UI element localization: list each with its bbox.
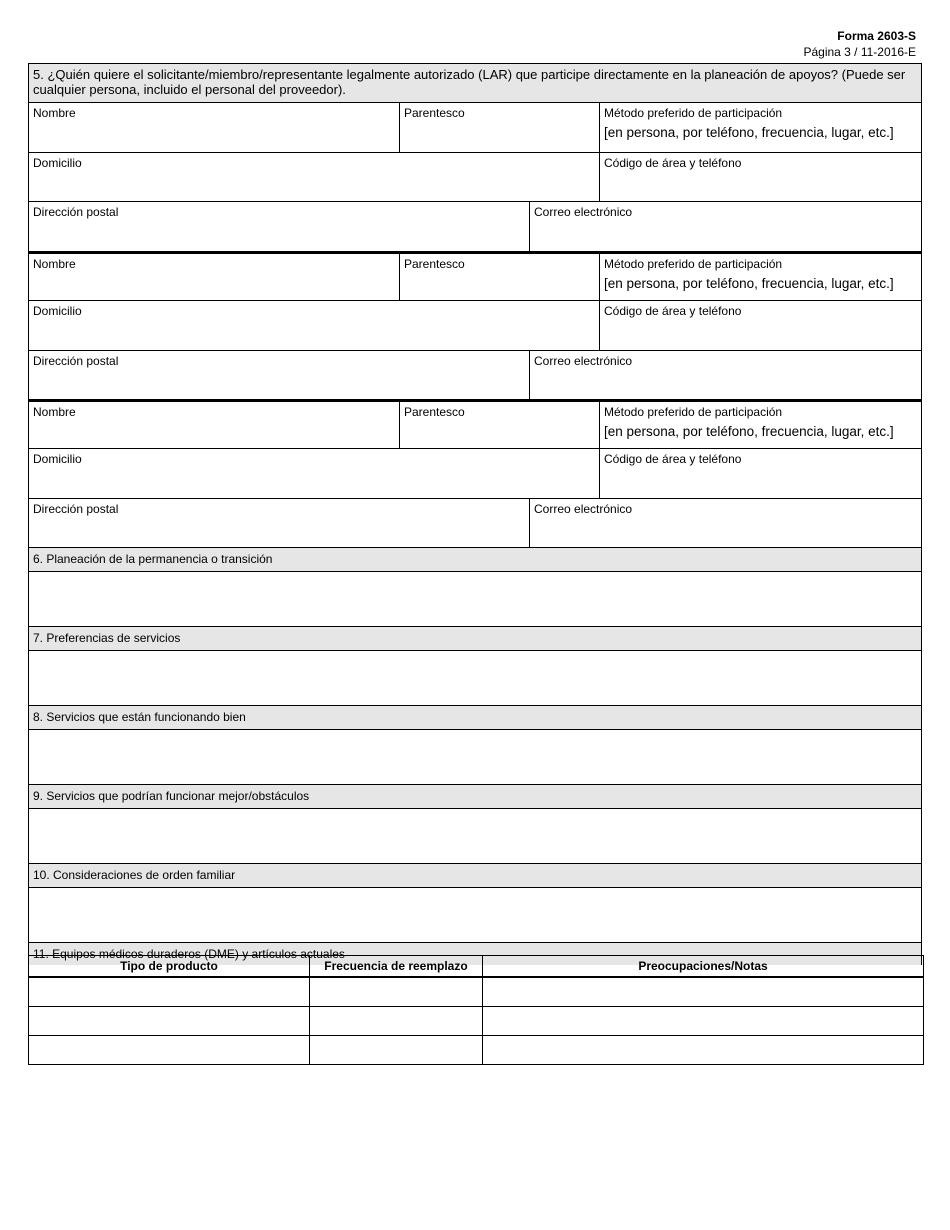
person-2-name-field[interactable] [29,254,399,300]
person-3-email-field[interactable] [529,499,921,547]
person-1-email-field[interactable] [529,202,921,251]
question-5-text: 5. ¿Quién quiere el solicitante/miembro/representante legalmente autorizado (LAR) que participe directamente en la planeación de apoyos? (Puede ser cualquier persona, incluido el personal del proveedor). [29,64,921,102]
concerns-notes-header: Preocupaciones/Notas [483,956,924,978]
replacement-frequency-cell[interactable] [310,977,483,1007]
concerns-notes-cell[interactable] [483,977,924,1007]
section-6-input[interactable] [29,572,921,626]
section-7-header-row [28,627,922,651]
relationship-label: Parentesco [404,405,465,419]
email-label: Correo electrónico [534,502,633,516]
person-3-mailing-row [28,499,922,548]
method-label: Método preferido de participación [604,106,783,120]
method-label: Método preferido de participación [604,257,783,271]
section-10-title: 10. Consideraciones de orden familiar [29,864,921,887]
email-label: Correo electrónico [534,205,633,219]
mailing-label: Dirección postal [33,354,119,368]
person-1-address-field[interactable] [29,153,599,201]
product-type-cell[interactable] [29,1007,310,1036]
concerns-notes-cell[interactable] [483,1036,924,1065]
person-3-address-field[interactable] [29,449,599,498]
name-label: Nombre [33,106,76,120]
method-hint: [en persona, por teléfono, frecuencia, lugar, etc.] [604,424,894,439]
relationship-label: Parentesco [404,257,465,271]
person-2-mailing-field[interactable] [29,351,529,399]
section-6-header-row [28,548,922,572]
person-3-address-row [28,449,922,499]
person-1-phone-field[interactable] [599,153,921,201]
section-6-body-row [28,572,922,627]
product-type-header: Tipo de producto [29,956,310,978]
form-header [803,28,916,60]
person-1-mailing-field[interactable] [29,202,529,251]
person-1-address-row [28,153,922,202]
person-3-mailing-field[interactable] [29,499,529,547]
table-row [29,1036,924,1065]
dme-header-row [29,956,924,978]
section-7-input[interactable] [29,651,921,705]
mailing-label: Dirección postal [33,205,119,219]
section-10-header-row [28,864,922,888]
form-body [28,63,922,965]
email-label: Correo electrónico [534,354,633,368]
person-2-relationship-field[interactable] [399,254,599,300]
person-2-mailing-row [28,351,922,400]
relationship-label: Parentesco [404,106,465,120]
person-3-phone-field[interactable] [599,449,921,498]
person-2-name-row [28,252,922,301]
section-7-title: 7. Preferencias de servicios [29,627,921,650]
section-9-body-row [28,809,922,864]
section-8-header-row [28,706,922,730]
replacement-frequency-cell[interactable] [310,1036,483,1065]
mailing-label: Dirección postal [33,502,119,516]
person-2-method-field[interactable] [599,254,921,300]
section-10-body-row [28,888,922,943]
name-label: Nombre [33,257,76,271]
section-9-header-row [28,785,922,809]
table-row [29,977,924,1007]
phone-label: Código de área y teléfono [604,304,742,318]
person-1-method-field[interactable] [599,103,921,152]
section-6-title: 6. Planeación de la permanencia o transición [29,548,921,571]
section-9-input[interactable] [29,809,921,863]
concerns-notes-cell[interactable] [483,1007,924,1036]
person-2-email-field[interactable] [529,351,921,399]
method-label: Método preferido de participación [604,405,783,419]
person-1-relationship-field[interactable] [399,103,599,152]
person-2-phone-field[interactable] [599,301,921,350]
person-3-relationship-field[interactable] [399,402,599,448]
section-9-title: 9. Servicios que podrían funcionar mejor/obstáculos [29,785,921,808]
person-3-name-field[interactable] [29,402,399,448]
section-11-title: 11. Equipos médicos duraderos (DME) y artículos actuales [29,943,921,965]
product-type-cell[interactable] [29,977,310,1007]
person-2-address-row [28,301,922,351]
replacement-frequency-header: Frecuencia de reemplazo [310,956,483,978]
address-label: Domicilio [33,304,82,318]
person-3-method-field[interactable] [599,402,921,448]
replacement-frequency-cell[interactable] [310,1007,483,1036]
address-label: Domicilio [33,452,82,466]
page-number: Página 3 / 11-2016-E [803,45,916,59]
method-hint: [en persona, por teléfono, frecuencia, lugar, etc.] [604,276,894,291]
section-7-body-row [28,651,922,706]
section-8-input[interactable] [29,730,921,784]
table-row [29,1007,924,1036]
section-8-title: 8. Servicios que están funcionando bien [29,706,921,729]
person-2-address-field[interactable] [29,301,599,350]
phone-label: Código de área y teléfono [604,156,742,170]
person-1-name-row [28,103,922,153]
person-3-name-row [28,400,922,449]
form-number: Forma 2603-S [837,29,916,43]
section-8-body-row [28,730,922,785]
name-label: Nombre [33,405,76,419]
section-10-input[interactable] [29,888,921,942]
product-type-cell[interactable] [29,1036,310,1065]
person-1-name-field[interactable] [29,103,399,152]
question-5-row [28,63,922,103]
address-label: Domicilio [33,156,82,170]
dme-table [28,955,924,1065]
phone-label: Código de área y teléfono [604,452,742,466]
method-hint: [en persona, por teléfono, frecuencia, lugar, etc.] [604,125,894,140]
person-1-mailing-row [28,202,922,252]
